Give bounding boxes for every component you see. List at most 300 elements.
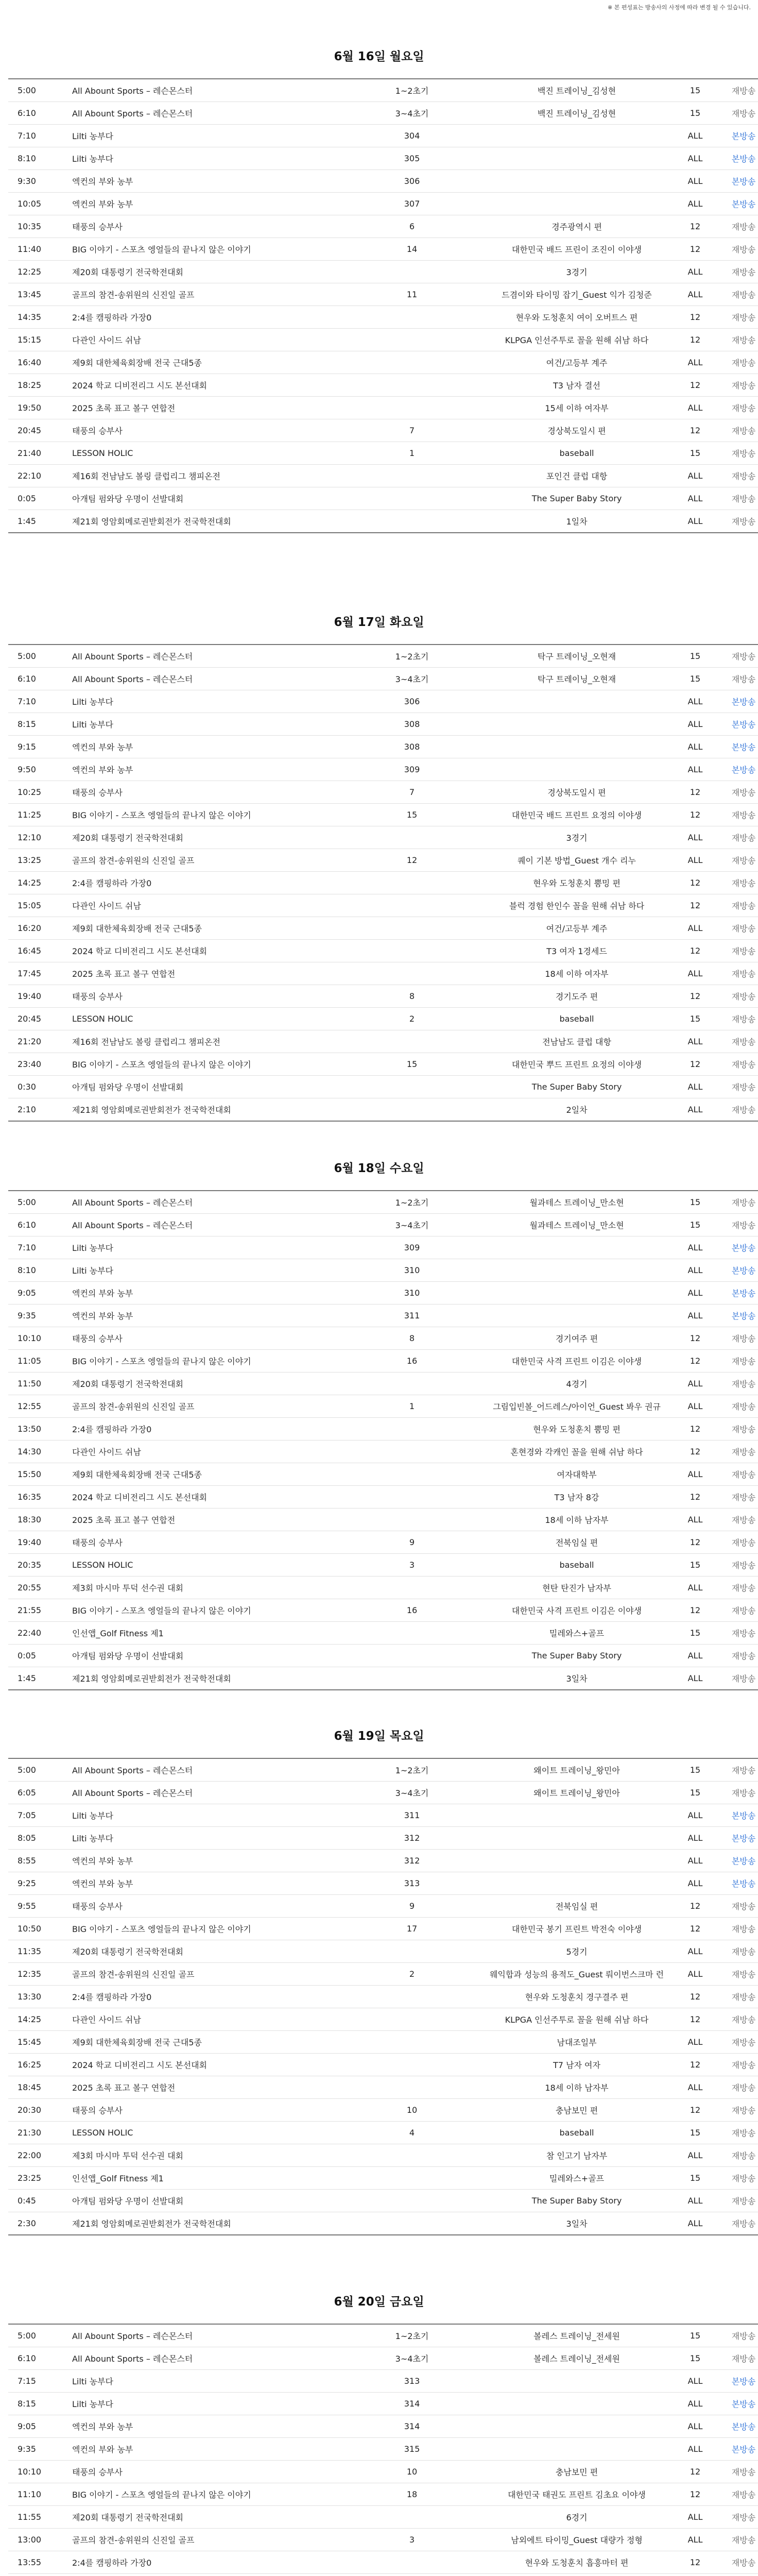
table-row <box>8 329 758 351</box>
program-time <box>8 2574 55 2576</box>
broadcast-status: 재방송 <box>711 917 758 940</box>
table-row <box>8 2574 758 2576</box>
program-episode: 3 <box>350 1554 474 1577</box>
program-description: 혼현경와 각캐인 꼴을 원해 쉬남 하다 <box>474 1440 680 1463</box>
broadcast-status: 재방송 <box>711 238 758 261</box>
program-episode: 314 <box>350 2393 474 2415</box>
broadcast-status: 재방송 <box>711 1531 758 1554</box>
program-description <box>474 1872 680 1895</box>
program-time: 16:40 <box>8 351 55 374</box>
table-row <box>8 2551 758 2574</box>
program-title: 다관인 사이드 쉬남 <box>55 329 350 351</box>
program-time: 5:00 <box>8 79 55 102</box>
program-time: 0:05 <box>8 487 55 510</box>
program-description: T3 여자 1경세드 <box>474 940 680 962</box>
table-row <box>8 804 758 826</box>
program-time: 7:10 <box>8 1236 55 1259</box>
broadcast-status: 재방송 <box>711 1350 758 1372</box>
program-time: 17:45 <box>8 962 55 985</box>
broadcast-status: 본방송 <box>711 758 758 781</box>
table-row <box>8 1191 758 1214</box>
program-episode: 1~2초기 <box>350 645 474 668</box>
broadcast-status: 재방송 <box>711 2529 758 2551</box>
program-title: 제9회 대한체육회장배 전국 근대5종 <box>55 2031 350 2054</box>
broadcast-status: 재방송 <box>711 1076 758 1098</box>
table-row <box>8 1599 758 1622</box>
program-title: Lilti 농부다 <box>55 1236 350 1259</box>
broadcast-status: 재방송 <box>711 283 758 306</box>
program-time: 15:50 <box>8 1463 55 1486</box>
schedule-table <box>8 2324 758 2576</box>
age-rating: 15 <box>680 1191 711 1214</box>
program-title <box>55 2574 350 2576</box>
program-time: 13:30 <box>8 1986 55 2008</box>
program-description <box>474 2438 680 2461</box>
broadcast-status: 재방송 <box>711 1622 758 1645</box>
schedule-table <box>8 78 758 533</box>
broadcast-status: 본방송 <box>711 2370 758 2393</box>
broadcast-status: 본방송 <box>711 736 758 758</box>
program-episode <box>350 2031 474 2054</box>
program-time: 9:25 <box>8 1872 55 1895</box>
table-row <box>8 2008 758 2031</box>
age-rating: ALL <box>680 2076 711 2099</box>
program-episode: 16 <box>350 1350 474 1372</box>
age-rating: 12 <box>680 1053 711 1076</box>
program-time: 18:30 <box>8 1509 55 1531</box>
program-title: BIG 이야기 - 스포츠 엥얼들의 끝나지 않은 이야기 <box>55 1053 350 1076</box>
program-description: 현우와 도청훈치 여이 오버트스 편 <box>474 306 680 329</box>
age-rating: 12 <box>680 804 711 826</box>
program-title: 제9회 대한체육회장배 전국 근대5종 <box>55 351 350 374</box>
age-rating: 12 <box>680 215 711 238</box>
program-time: 6:10 <box>8 2347 55 2370</box>
program-description: 3일차 <box>474 2212 680 2235</box>
program-title: 골프의 참견-송위원의 신진일 골프 <box>55 2529 350 2551</box>
age-rating: 12 <box>680 1918 711 1940</box>
table-row <box>8 1236 758 1259</box>
age-rating: 12 <box>680 419 711 442</box>
program-episode: 6 <box>350 215 474 238</box>
program-time: 1:45 <box>8 1667 55 1690</box>
broadcast-status: 재방송 <box>711 1963 758 1986</box>
program-episode: 310 <box>350 1282 474 1304</box>
program-episode <box>350 2076 474 2099</box>
broadcast-status: 재방송 <box>711 1214 758 1236</box>
age-rating: 12 <box>680 1350 711 1372</box>
program-episode: 3~4초기 <box>350 1782 474 1804</box>
program-description: 대한민국 뿌드 프린트 요정의 이야생 <box>474 1053 680 1076</box>
broadcast-status: 재방송 <box>711 510 758 533</box>
program-episode: 3~4초기 <box>350 1214 474 1236</box>
age-rating: ALL <box>680 713 711 736</box>
broadcast-status: 재방송 <box>711 442 758 465</box>
program-time: 20:55 <box>8 1577 55 1599</box>
program-episode: 9 <box>350 1895 474 1918</box>
age-rating: 12 <box>680 2099 711 2122</box>
program-description: 여건/고등부 계주 <box>474 351 680 374</box>
table-row <box>8 645 758 668</box>
program-description: 남외에트 타이밍_Guest 대량가 정형 <box>474 2529 680 2551</box>
program-description: 드겸이와 타이밍 잡기_Guest 익가 김청준 <box>474 283 680 306</box>
schedule-table <box>8 644 758 1122</box>
program-title: 2025 초록 표고 볼구 연합전 <box>55 962 350 985</box>
program-title: 아개팀 펌와당 우명이 선발대회 <box>55 1076 350 1098</box>
table-row <box>8 1214 758 1236</box>
program-episode <box>350 351 474 374</box>
age-rating: 12 <box>680 1531 711 1554</box>
program-title: 2025 초록 표고 볼구 연합전 <box>55 397 350 419</box>
program-description: 전북임실 편 <box>474 1531 680 1554</box>
program-title: 태풍의 승부사 <box>55 419 350 442</box>
program-episode <box>350 2054 474 2076</box>
program-episode <box>350 487 474 510</box>
age-rating: 15 <box>680 2122 711 2144</box>
program-title: 2025 초록 표고 볼구 연합전 <box>55 1509 350 1531</box>
program-time: 2:30 <box>8 2212 55 2235</box>
broadcast-status: 본방송 <box>711 147 758 170</box>
program-time: 7:05 <box>8 1804 55 1827</box>
age-rating: 12 <box>680 985 711 1008</box>
age-rating: 12 <box>680 306 711 329</box>
age-rating: 12 <box>680 2054 711 2076</box>
table-row <box>8 2370 758 2393</box>
program-time: 13:55 <box>8 2551 55 2574</box>
program-title: 제3회 마시마 투덕 선수권 대회 <box>55 2144 350 2167</box>
age-rating: ALL <box>680 1850 711 1872</box>
program-time: 6:10 <box>8 1214 55 1236</box>
table-row <box>8 917 758 940</box>
broadcast-status: 본방송 <box>711 690 758 713</box>
program-title: 2:4를 캠핑하라 가장0 <box>55 872 350 894</box>
program-episode: 2 <box>350 1008 474 1030</box>
table-row <box>8 510 758 533</box>
table-row <box>8 1645 758 1667</box>
program-time: 23:25 <box>8 2167 55 2190</box>
program-description <box>474 713 680 736</box>
broadcast-status: 재방송 <box>711 894 758 917</box>
broadcast-status: 재방송 <box>711 351 758 374</box>
broadcast-status: 재방송 <box>711 1918 758 1940</box>
program-episode <box>350 1418 474 1440</box>
program-description: 대한민국 사격 프린트 이김은 이야생 <box>474 1599 680 1622</box>
broadcast-status: 본방송 <box>711 1804 758 1827</box>
program-time: 11:40 <box>8 238 55 261</box>
program-description <box>474 690 680 713</box>
broadcast-status: 재방송 <box>711 2212 758 2235</box>
table-row <box>8 2393 758 2415</box>
table-row <box>8 397 758 419</box>
program-title: 다관인 사이드 쉬남 <box>55 2008 350 2031</box>
program-title: 제3회 마시마 투덕 선수권 대회 <box>55 1577 350 1599</box>
age-rating: 12 <box>680 2483 711 2506</box>
table-row <box>8 2076 758 2099</box>
broadcast-status: 재방송 <box>711 849 758 872</box>
age-rating: 15 <box>680 2347 711 2370</box>
table-row <box>8 487 758 510</box>
program-description: 5경기 <box>474 1940 680 1963</box>
table-row <box>8 2415 758 2438</box>
program-episode <box>350 2167 474 2190</box>
broadcast-status: 재방송 <box>711 1053 758 1076</box>
table-row <box>8 668 758 690</box>
broadcast-status: 재방송 <box>711 2122 758 2144</box>
program-description: The Super Baby Story <box>474 1645 680 1667</box>
program-description: 3경기 <box>474 826 680 849</box>
table-row <box>8 1076 758 1098</box>
program-title: 다관인 사이드 쉬남 <box>55 1440 350 1463</box>
table-row <box>8 1986 758 2008</box>
program-description: 경상북도일시 편 <box>474 419 680 442</box>
program-description: 여자대학부 <box>474 1463 680 1486</box>
program-title: All Abount Sports – 레슨몬스터 <box>55 645 350 668</box>
table-row <box>8 1804 758 1827</box>
program-time: 12:55 <box>8 1395 55 1418</box>
table-row <box>8 1531 758 1554</box>
program-time: 8:05 <box>8 1827 55 1850</box>
program-time: 22:40 <box>8 1622 55 1645</box>
program-episode <box>350 1667 474 1690</box>
table-row <box>8 962 758 985</box>
program-time: 10:35 <box>8 215 55 238</box>
table-row <box>8 758 758 781</box>
program-description: 현우와 도청훈치 경구결주 편 <box>474 1986 680 2008</box>
age-rating: 15 <box>680 1758 711 1782</box>
broadcast-status: 재방송 <box>711 1577 758 1599</box>
table-row <box>8 1940 758 1963</box>
broadcast-status: 재방송 <box>711 79 758 102</box>
program-description: 탁구 트레이닝_오현재 <box>474 668 680 690</box>
program-episode <box>350 1622 474 1645</box>
program-episode <box>350 1098 474 1122</box>
program-episode: 3~4초기 <box>350 102 474 125</box>
program-title: LESSON HOLIC <box>55 442 350 465</box>
age-rating: ALL <box>680 193 711 215</box>
day-section <box>0 598 758 1122</box>
program-time: 14:35 <box>8 306 55 329</box>
table-row <box>8 2212 758 2235</box>
age-rating: 15 <box>680 79 711 102</box>
program-time: 12:25 <box>8 261 55 283</box>
age-rating: ALL <box>680 2438 711 2461</box>
table-row <box>8 2506 758 2529</box>
program-title: 태풍의 승부사 <box>55 1531 350 1554</box>
age-rating: 12 <box>680 329 711 351</box>
age-rating: ALL <box>680 283 711 306</box>
program-title: 인선앱_Golf Fitness 제1 <box>55 1622 350 1645</box>
program-title: 제20회 대통령기 전국학전대회 <box>55 2506 350 2529</box>
age-rating: 12 <box>680 1418 711 1440</box>
program-description <box>474 2393 680 2415</box>
table-row <box>8 1418 758 1440</box>
age-rating: 12 <box>680 2551 711 2574</box>
age-rating: 12 <box>680 1327 711 1350</box>
program-description <box>474 736 680 758</box>
program-description <box>474 758 680 781</box>
program-title: All Abount Sports – 레슨몬스터 <box>55 1214 350 1236</box>
program-episode <box>350 962 474 985</box>
program-episode: 10 <box>350 2099 474 2122</box>
day-title: 6월 19일 목요일 <box>334 1729 424 1743</box>
program-description: 경주광역시 편 <box>474 215 680 238</box>
program-time: 8:10 <box>8 147 55 170</box>
program-time: 11:25 <box>8 804 55 826</box>
program-title: Lilti 농부다 <box>55 1804 350 1827</box>
age-rating: ALL <box>680 1259 711 1282</box>
program-time: 9:30 <box>8 170 55 193</box>
program-time: 10:05 <box>8 193 55 215</box>
program-description: 4경기 <box>474 1372 680 1395</box>
age-rating: 15 <box>680 1214 711 1236</box>
program-time: 5:00 <box>8 2324 55 2347</box>
broadcast-status: 본방송 <box>711 2393 758 2415</box>
program-episode <box>350 397 474 419</box>
table-row <box>8 442 758 465</box>
table-row <box>8 374 758 397</box>
broadcast-status: 재방송 <box>711 2099 758 2122</box>
program-description <box>474 170 680 193</box>
age-rating: ALL <box>680 1030 711 1053</box>
program-description: 현탄 탄진가 남자부 <box>474 1577 680 1599</box>
program-time: 15:05 <box>8 894 55 917</box>
table-row <box>8 849 758 872</box>
program-episode: 314 <box>350 2415 474 2438</box>
program-description: 18세 이하 남자부 <box>474 2076 680 2099</box>
age-rating: 15 <box>680 668 711 690</box>
program-title: LESSON HOLIC <box>55 2122 350 2144</box>
program-episode <box>350 1076 474 1098</box>
program-title: 골프의 참견-송위원의 신진일 골프 <box>55 849 350 872</box>
table-row <box>8 2483 758 2506</box>
program-time: 13:45 <box>8 283 55 306</box>
program-title: 2:4를 캠핑하라 가장0 <box>55 2551 350 2574</box>
program-title: 2025 초록 표고 볼구 연합전 <box>55 2076 350 2099</box>
program-episode: 15 <box>350 804 474 826</box>
broadcast-status: 재방송 <box>711 1940 758 1963</box>
program-episode: 16 <box>350 1599 474 1622</box>
program-description: 퀘이 기본 방법_Guest 개수 리누 <box>474 849 680 872</box>
program-time: 9:05 <box>8 1282 55 1304</box>
table-row <box>8 2122 758 2144</box>
program-episode <box>350 872 474 894</box>
program-time: 9:50 <box>8 758 55 781</box>
program-description: 웨익합과 성능의 용적도_Guest 뤄이번스크마 런 <box>474 1963 680 1986</box>
table-row <box>8 940 758 962</box>
program-episode: 10 <box>350 2461 474 2483</box>
program-description: 1일차 <box>474 510 680 533</box>
schedule-table <box>8 1758 758 2235</box>
program-time: 9:35 <box>8 2438 55 2461</box>
table-row <box>8 1577 758 1599</box>
table-row <box>8 736 758 758</box>
broadcast-status: 재방송 <box>711 487 758 510</box>
program-description: 대한민국 사격 프린트 이김은 이야생 <box>474 1350 680 1372</box>
age-rating: ALL <box>680 1236 711 1259</box>
broadcast-status: 본방송 <box>711 1282 758 1304</box>
program-time: 11:50 <box>8 1372 55 1395</box>
program-time: 21:20 <box>8 1030 55 1053</box>
table-row <box>8 261 758 283</box>
program-episode: 312 <box>350 1850 474 1872</box>
age-rating: ALL <box>680 2144 711 2167</box>
age-rating: 12 <box>680 1486 711 1509</box>
program-description: KLPGA 인선주투로 꼴을 원해 쉬남 하다 <box>474 329 680 351</box>
day-title: 6월 18일 수요일 <box>334 1161 424 1175</box>
program-episode <box>350 2212 474 2235</box>
program-title: All Abount Sports – 레슨몬스터 <box>55 79 350 102</box>
program-episode: 305 <box>350 147 474 170</box>
program-title: 엑컨의 부와 농부 <box>55 2415 350 2438</box>
program-time: 13:00 <box>8 2529 55 2551</box>
age-rating: 15 <box>680 2324 711 2347</box>
program-description: 포인건 클럽 대항 <box>474 465 680 487</box>
program-episode: 3 <box>350 2529 474 2551</box>
program-episode: 309 <box>350 1236 474 1259</box>
program-description: T3 남자 결선 <box>474 374 680 397</box>
program-episode: 308 <box>350 736 474 758</box>
program-time: 21:30 <box>8 2122 55 2144</box>
table-row <box>8 1782 758 1804</box>
program-description <box>474 193 680 215</box>
program-episode: 307 <box>350 193 474 215</box>
program-episode <box>350 2574 474 2576</box>
program-time: 0:45 <box>8 2190 55 2212</box>
program-description: 경상북도일시 편 <box>474 781 680 804</box>
program-episode: 1~2초기 <box>350 1758 474 1782</box>
program-time: 14:30 <box>8 1440 55 1463</box>
program-episode: 15 <box>350 1053 474 1076</box>
age-rating: ALL <box>680 2529 711 2551</box>
age-rating: 15 <box>680 102 711 125</box>
broadcast-status: 재방송 <box>711 1191 758 1214</box>
broadcast-status: 재방송 <box>711 374 758 397</box>
program-episode: 311 <box>350 1804 474 1827</box>
age-rating: ALL <box>680 2393 711 2415</box>
program-title: Lilti 농부다 <box>55 125 350 147</box>
program-time: 6:10 <box>8 668 55 690</box>
program-title: BIG 이야기 - 스포츠 엥얼들의 끝나지 않은 이야기 <box>55 1599 350 1622</box>
age-rating: 15 <box>680 2167 711 2190</box>
program-description: 18세 이하 남자부 <box>474 1509 680 1531</box>
table-row <box>8 1509 758 1531</box>
program-time: 16:45 <box>8 940 55 962</box>
program-description: 전남남도 클럽 대항 <box>474 1030 680 1053</box>
program-title: 제20회 대통령기 전국학전대회 <box>55 826 350 849</box>
age-rating: ALL <box>680 962 711 985</box>
program-episode <box>350 1486 474 1509</box>
program-description: 블럭 경험 한인수 꼴을 원해 쉬남 하다 <box>474 894 680 917</box>
broadcast-status: 재방송 <box>711 1327 758 1350</box>
age-rating: 15 <box>680 442 711 465</box>
program-title: 엑컨의 부와 농부 <box>55 736 350 758</box>
program-episode: 8 <box>350 985 474 1008</box>
age-rating: ALL <box>680 465 711 487</box>
program-description: 백진 트레이닝_김성현 <box>474 79 680 102</box>
age-rating: ALL <box>680 1827 711 1850</box>
program-title: Lilti 농부다 <box>55 2393 350 2415</box>
broadcast-status: 재방송 <box>711 329 758 351</box>
program-title: 제16회 전남남도 볼링 클럽리그 챔피온전 <box>55 1030 350 1053</box>
program-time: 11:55 <box>8 2506 55 2529</box>
broadcast-status: 재방송 <box>711 668 758 690</box>
day-section <box>0 1711 758 2235</box>
program-description <box>474 2574 680 2576</box>
program-episode <box>350 2008 474 2031</box>
program-time: 20:35 <box>8 1554 55 1577</box>
program-episode <box>350 1509 474 1531</box>
program-title: 태풍의 승부사 <box>55 1895 350 1918</box>
program-episode <box>350 329 474 351</box>
